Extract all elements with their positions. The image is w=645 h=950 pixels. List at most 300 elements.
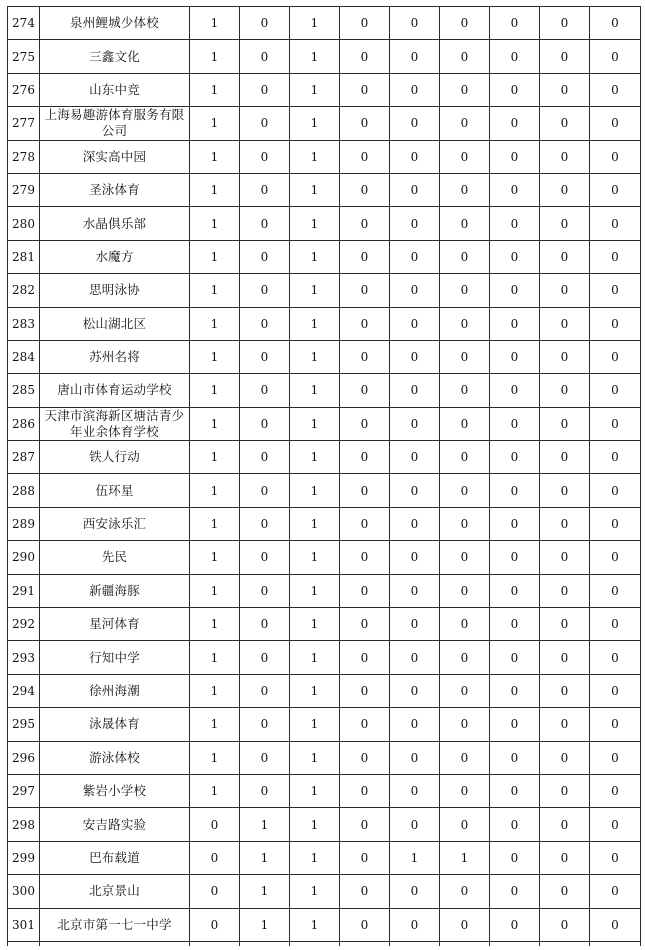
count-cell: 1: [290, 207, 340, 240]
team-name-cell: 水魔方: [40, 240, 190, 273]
count-cell: 0: [540, 307, 590, 340]
count-cell: 0: [490, 741, 540, 774]
count-cell: 1: [290, 507, 340, 540]
empty-cell: [40, 941, 190, 946]
count-cell: 0: [340, 73, 390, 106]
count-cell: 0: [490, 407, 540, 440]
count-cell: 0: [340, 875, 390, 908]
count-cell: 1: [240, 875, 290, 908]
team-name-cell: 思明泳协: [40, 274, 190, 307]
count-cell: 0: [440, 908, 490, 941]
table-row: [8, 374, 641, 407]
rank-cell: 276: [8, 73, 40, 106]
team-name-cell: 安吉路实验: [40, 808, 190, 841]
rank-cell: 287: [8, 441, 40, 474]
table-row: [8, 674, 641, 707]
count-cell: 0: [240, 774, 290, 807]
count-cell: 0: [390, 140, 440, 173]
table-body: [8, 7, 641, 946]
team-name-cell: 铁人行动: [40, 441, 190, 474]
count-cell: 0: [240, 307, 290, 340]
rank-cell: 285: [8, 374, 40, 407]
count-cell: 0: [490, 40, 540, 73]
team-name-cell: 深实高中园: [40, 140, 190, 173]
count-cell: 0: [490, 73, 540, 106]
count-cell: 1: [290, 240, 340, 273]
count-cell: 0: [490, 641, 540, 674]
table-row-cut-off: [8, 941, 641, 946]
team-name-cell: 星河体育: [40, 608, 190, 641]
count-cell: 0: [590, 340, 641, 373]
count-cell: 0: [240, 574, 290, 607]
count-cell: 0: [490, 774, 540, 807]
count-cell: 0: [340, 340, 390, 373]
count-cell: 0: [490, 808, 540, 841]
count-cell: 1: [190, 641, 240, 674]
count-cell: 0: [540, 173, 590, 206]
count-cell: 1: [290, 40, 340, 73]
count-cell: 0: [390, 73, 440, 106]
count-cell: 1: [240, 908, 290, 941]
count-cell: 0: [340, 140, 390, 173]
empty-cell: [340, 941, 390, 946]
count-cell: 1: [390, 841, 440, 874]
count-cell: 0: [390, 774, 440, 807]
count-cell: 0: [390, 340, 440, 373]
rank-cell: 283: [8, 307, 40, 340]
count-cell: 1: [190, 574, 240, 607]
table-row: [8, 908, 641, 941]
count-cell: 0: [440, 307, 490, 340]
team-name-cell: 泉州鲤城少体校: [40, 7, 190, 40]
count-cell: 0: [240, 741, 290, 774]
count-cell: 0: [440, 374, 490, 407]
count-cell: 0: [540, 140, 590, 173]
count-cell: 0: [490, 541, 540, 574]
count-cell: 0: [440, 507, 490, 540]
count-cell: 0: [390, 741, 440, 774]
team-name-cell: 伍环星: [40, 474, 190, 507]
empty-cell: [8, 941, 40, 946]
count-cell: 0: [590, 307, 641, 340]
count-cell: 0: [340, 173, 390, 206]
count-cell: 0: [540, 507, 590, 540]
table-row: [8, 808, 641, 841]
count-cell: 0: [390, 674, 440, 707]
count-cell: 0: [590, 40, 641, 73]
table-row: [8, 841, 641, 874]
count-cell: 0: [390, 441, 440, 474]
count-cell: 0: [240, 240, 290, 273]
count-cell: 0: [590, 908, 641, 941]
count-cell: 0: [340, 908, 390, 941]
table-row: [8, 340, 641, 373]
count-cell: 0: [240, 340, 290, 373]
team-name-cell: 圣泳体育: [40, 173, 190, 206]
count-cell: 0: [390, 875, 440, 908]
table-row: [8, 441, 641, 474]
count-cell: 0: [590, 841, 641, 874]
rank-cell: 280: [8, 207, 40, 240]
count-cell: 0: [540, 641, 590, 674]
count-cell: 0: [540, 674, 590, 707]
count-cell: 0: [440, 708, 490, 741]
table-row: [8, 207, 641, 240]
count-cell: 0: [340, 808, 390, 841]
count-cell: 0: [490, 374, 540, 407]
count-cell: 1: [190, 374, 240, 407]
count-cell: 0: [590, 708, 641, 741]
count-cell: 0: [190, 908, 240, 941]
ranking-table: [7, 6, 641, 946]
count-cell: 0: [190, 808, 240, 841]
empty-cell: [390, 941, 440, 946]
count-cell: 0: [590, 875, 641, 908]
count-cell: 0: [490, 841, 540, 874]
count-cell: 0: [590, 574, 641, 607]
count-cell: 0: [490, 307, 540, 340]
count-cell: 1: [290, 274, 340, 307]
count-cell: 0: [440, 173, 490, 206]
count-cell: 0: [340, 608, 390, 641]
count-cell: 0: [240, 541, 290, 574]
rank-cell: 279: [8, 173, 40, 206]
count-cell: 1: [190, 207, 240, 240]
team-name-cell: 西安泳乐汇: [40, 507, 190, 540]
count-cell: 0: [540, 841, 590, 874]
count-cell: 1: [190, 173, 240, 206]
count-cell: 1: [190, 407, 240, 440]
count-cell: 0: [590, 541, 641, 574]
count-cell: 1: [290, 541, 340, 574]
team-name-cell: 巴布载道: [40, 841, 190, 874]
count-cell: 0: [540, 240, 590, 273]
count-cell: 0: [390, 708, 440, 741]
count-cell: 0: [240, 608, 290, 641]
count-cell: 0: [390, 507, 440, 540]
count-cell: 0: [390, 541, 440, 574]
count-cell: 0: [540, 474, 590, 507]
team-name-cell: 唐山市体育运动学校: [40, 374, 190, 407]
count-cell: 0: [340, 7, 390, 40]
empty-cell: [290, 941, 340, 946]
table-row: [8, 274, 641, 307]
count-cell: 1: [290, 774, 340, 807]
count-cell: 1: [290, 908, 340, 941]
table-row: [8, 140, 641, 173]
team-name-cell: 北京市第一七一中学: [40, 908, 190, 941]
count-cell: 0: [540, 808, 590, 841]
count-cell: 0: [340, 374, 390, 407]
count-cell: 0: [540, 774, 590, 807]
count-cell: 0: [440, 441, 490, 474]
rank-cell: 292: [8, 608, 40, 641]
count-cell: 1: [190, 40, 240, 73]
count-cell: 1: [190, 674, 240, 707]
table-row: [8, 741, 641, 774]
count-cell: 0: [590, 507, 641, 540]
count-cell: 0: [390, 107, 440, 140]
rank-cell: 275: [8, 40, 40, 73]
count-cell: 0: [440, 608, 490, 641]
team-name-cell: 天津市滨海新区塘沽青少年业余体育学校: [40, 407, 190, 440]
count-cell: 0: [340, 107, 390, 140]
count-cell: 0: [340, 774, 390, 807]
count-cell: 1: [290, 741, 340, 774]
count-cell: 0: [490, 140, 540, 173]
count-cell: 0: [440, 73, 490, 106]
count-cell: 0: [440, 875, 490, 908]
rank-cell: 290: [8, 541, 40, 574]
count-cell: 1: [290, 708, 340, 741]
count-cell: 0: [340, 708, 390, 741]
count-cell: 1: [240, 841, 290, 874]
count-cell: 0: [540, 741, 590, 774]
table-row: [8, 608, 641, 641]
count-cell: 0: [440, 741, 490, 774]
count-cell: 0: [590, 407, 641, 440]
count-cell: 0: [490, 507, 540, 540]
count-cell: 1: [290, 73, 340, 106]
table-row: [8, 641, 641, 674]
count-cell: 0: [590, 173, 641, 206]
count-cell: 1: [290, 441, 340, 474]
count-cell: 0: [490, 7, 540, 40]
count-cell: 1: [190, 474, 240, 507]
rank-cell: 297: [8, 774, 40, 807]
team-name-cell: 水晶俱乐部: [40, 207, 190, 240]
count-cell: 1: [190, 274, 240, 307]
count-cell: 0: [440, 40, 490, 73]
rank-cell: 300: [8, 875, 40, 908]
count-cell: 0: [340, 407, 390, 440]
count-cell: 0: [390, 207, 440, 240]
count-cell: 0: [490, 441, 540, 474]
table-row: [8, 7, 641, 40]
count-cell: 0: [240, 708, 290, 741]
rank-cell: 284: [8, 340, 40, 373]
table-row: [8, 474, 641, 507]
count-cell: 0: [390, 808, 440, 841]
count-cell: 0: [340, 741, 390, 774]
count-cell: 0: [240, 173, 290, 206]
count-cell: 0: [490, 908, 540, 941]
count-cell: 0: [390, 641, 440, 674]
table-row: [8, 73, 641, 106]
rank-cell: 298: [8, 808, 40, 841]
count-cell: 0: [590, 674, 641, 707]
count-cell: 0: [490, 574, 540, 607]
count-cell: 0: [240, 441, 290, 474]
count-cell: 1: [240, 808, 290, 841]
empty-cell: [540, 941, 590, 946]
count-cell: 1: [290, 608, 340, 641]
count-cell: 0: [540, 908, 590, 941]
count-cell: 1: [290, 474, 340, 507]
count-cell: 1: [190, 140, 240, 173]
rank-cell: 289: [8, 507, 40, 540]
count-cell: 0: [390, 274, 440, 307]
team-name-cell: 松山湖北区: [40, 307, 190, 340]
count-cell: 0: [390, 307, 440, 340]
rank-cell: 295: [8, 708, 40, 741]
count-cell: 0: [490, 608, 540, 641]
rank-cell: 277: [8, 107, 40, 140]
count-cell: 1: [290, 407, 340, 440]
count-cell: 0: [240, 207, 290, 240]
count-cell: 0: [240, 274, 290, 307]
team-name-cell: 山东中竞: [40, 73, 190, 106]
count-cell: 0: [540, 708, 590, 741]
table-row: [8, 107, 641, 140]
count-cell: 0: [440, 7, 490, 40]
count-cell: 0: [340, 641, 390, 674]
rank-cell: 274: [8, 7, 40, 40]
rank-cell: 299: [8, 841, 40, 874]
table-row: [8, 574, 641, 607]
table-row: [8, 307, 641, 340]
count-cell: 1: [290, 374, 340, 407]
count-cell: 0: [490, 207, 540, 240]
team-name-cell: 三鑫文化: [40, 40, 190, 73]
count-cell: 1: [190, 507, 240, 540]
empty-cell: [240, 941, 290, 946]
count-cell: 1: [290, 307, 340, 340]
count-cell: 0: [590, 808, 641, 841]
count-cell: 0: [440, 140, 490, 173]
rank-cell: 281: [8, 240, 40, 273]
table-row: [8, 541, 641, 574]
count-cell: 0: [490, 274, 540, 307]
count-cell: 1: [190, 7, 240, 40]
count-cell: 0: [240, 641, 290, 674]
team-name-cell: 泳晟体育: [40, 708, 190, 741]
count-cell: 0: [340, 474, 390, 507]
count-cell: 0: [440, 207, 490, 240]
count-cell: 0: [340, 274, 390, 307]
rank-cell: 294: [8, 674, 40, 707]
count-cell: 1: [190, 741, 240, 774]
table-row: [8, 240, 641, 273]
count-cell: 1: [290, 107, 340, 140]
count-cell: 0: [590, 441, 641, 474]
count-cell: 0: [440, 774, 490, 807]
count-cell: 1: [190, 73, 240, 106]
table-row: [8, 774, 641, 807]
count-cell: 0: [490, 674, 540, 707]
count-cell: 0: [240, 407, 290, 440]
count-cell: 0: [340, 674, 390, 707]
count-cell: 0: [440, 240, 490, 273]
empty-cell: [490, 941, 540, 946]
count-cell: 0: [440, 340, 490, 373]
rank-cell: 301: [8, 908, 40, 941]
count-cell: 0: [240, 474, 290, 507]
count-cell: 0: [440, 274, 490, 307]
table-row: [8, 407, 641, 440]
count-cell: 0: [590, 374, 641, 407]
count-cell: 0: [440, 474, 490, 507]
team-name-cell: 行知中学: [40, 641, 190, 674]
count-cell: 0: [590, 7, 641, 40]
count-cell: 0: [340, 207, 390, 240]
rank-cell: 296: [8, 741, 40, 774]
count-cell: 0: [340, 441, 390, 474]
count-cell: 0: [590, 608, 641, 641]
count-cell: 0: [540, 608, 590, 641]
count-cell: 0: [390, 574, 440, 607]
count-cell: 0: [240, 107, 290, 140]
count-cell: 0: [340, 574, 390, 607]
team-name-cell: 北京景山: [40, 875, 190, 908]
table-row: [8, 507, 641, 540]
count-cell: 0: [590, 107, 641, 140]
count-cell: 0: [340, 307, 390, 340]
count-cell: 0: [390, 173, 440, 206]
rank-cell: 293: [8, 641, 40, 674]
table-row: [8, 173, 641, 206]
count-cell: 1: [290, 574, 340, 607]
team-name-cell: 苏州名将: [40, 340, 190, 373]
count-cell: 0: [440, 107, 490, 140]
count-cell: 0: [540, 541, 590, 574]
team-name-cell: 新疆海豚: [40, 574, 190, 607]
count-cell: 0: [390, 374, 440, 407]
count-cell: 0: [540, 374, 590, 407]
count-cell: 1: [190, 107, 240, 140]
count-cell: 0: [390, 608, 440, 641]
count-cell: 0: [340, 541, 390, 574]
empty-cell: [190, 941, 240, 946]
count-cell: 0: [540, 207, 590, 240]
count-cell: 0: [590, 641, 641, 674]
count-cell: 0: [590, 140, 641, 173]
table-row: [8, 875, 641, 908]
count-cell: 0: [240, 507, 290, 540]
count-cell: 0: [490, 240, 540, 273]
count-cell: 0: [540, 7, 590, 40]
count-cell: 1: [190, 441, 240, 474]
count-cell: 0: [390, 7, 440, 40]
count-cell: 0: [240, 674, 290, 707]
count-cell: 0: [390, 407, 440, 440]
count-cell: 1: [290, 140, 340, 173]
count-cell: 0: [390, 474, 440, 507]
count-cell: 0: [340, 240, 390, 273]
count-cell: 1: [440, 841, 490, 874]
count-cell: 0: [540, 73, 590, 106]
count-cell: 1: [290, 340, 340, 373]
count-cell: 1: [190, 774, 240, 807]
count-cell: 0: [240, 140, 290, 173]
count-cell: 0: [490, 173, 540, 206]
count-cell: 0: [440, 808, 490, 841]
count-cell: 0: [190, 841, 240, 874]
count-cell: 0: [240, 374, 290, 407]
count-cell: 1: [190, 541, 240, 574]
count-cell: 0: [540, 274, 590, 307]
count-cell: 1: [190, 608, 240, 641]
rank-cell: 282: [8, 274, 40, 307]
count-cell: 0: [540, 441, 590, 474]
count-cell: 0: [490, 474, 540, 507]
rank-cell: 288: [8, 474, 40, 507]
count-cell: 0: [540, 340, 590, 373]
count-cell: 0: [490, 340, 540, 373]
count-cell: 0: [190, 875, 240, 908]
count-cell: 0: [590, 240, 641, 273]
count-cell: 1: [190, 708, 240, 741]
